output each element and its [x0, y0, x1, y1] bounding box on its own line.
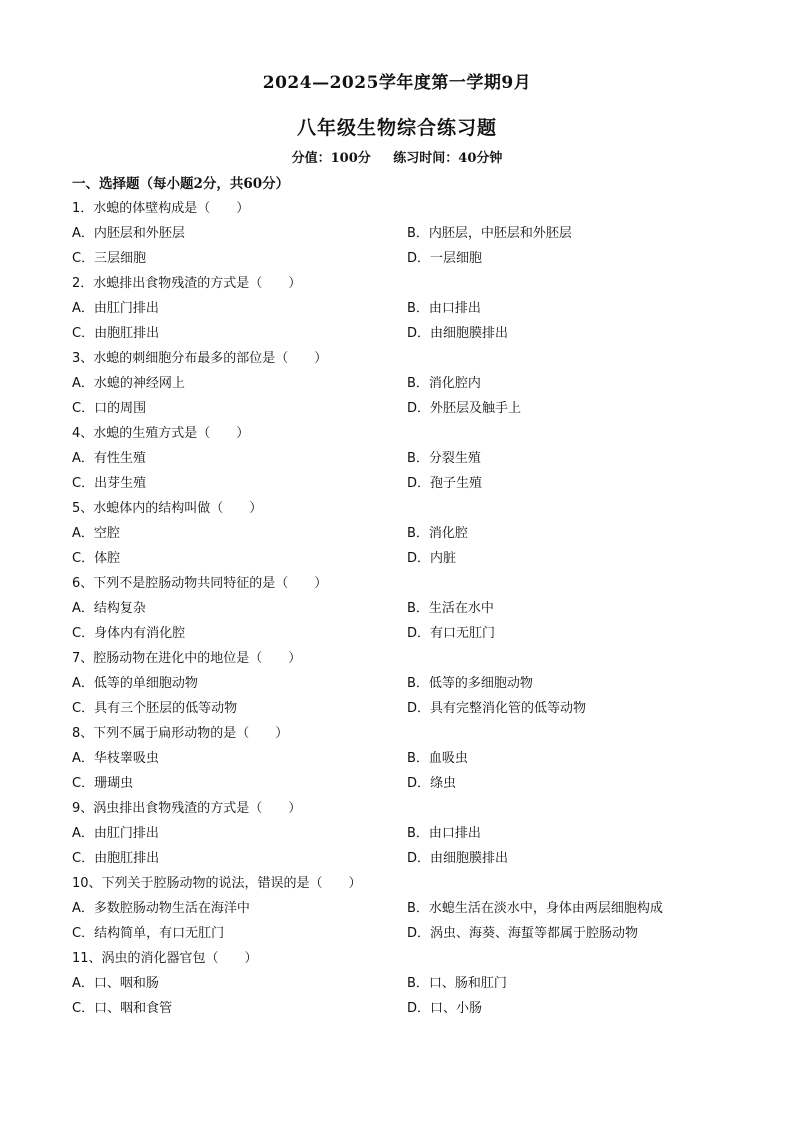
answer-option: A．空腔 [72, 526, 120, 541]
question-item [72, 646, 732, 721]
question-stem: 10、下列关于腔肠动物的说法，错误的是（ ） [72, 876, 362, 891]
answer-option: D．绦虫 [407, 776, 457, 791]
option-row [72, 696, 732, 721]
option-row [72, 896, 732, 921]
answer-option: C．口、咽和食管 [72, 1001, 173, 1016]
option-row [72, 971, 732, 996]
answer-option: B．消化腔 [407, 526, 468, 541]
question-stem: 11、涡虫的消化器官包（ ） [72, 951, 258, 966]
option-row [72, 596, 732, 621]
question-item [72, 571, 732, 646]
answer-option: B．分裂生殖 [407, 451, 481, 466]
question-item [72, 421, 732, 496]
exam-subtitle: 八年级生物综合练习题 [296, 117, 497, 139]
exam-meta [0, 147, 794, 166]
answer-option: A．多数腔肠动物生活在海洋中 [72, 901, 250, 916]
answer-option: B．由口排出 [407, 301, 481, 316]
question-item [72, 871, 732, 946]
answer-option: A．由肛门排出 [72, 301, 159, 316]
question-stem: 2．水螅排出食物残渣的方式是（ ） [72, 276, 302, 291]
answer-option: D．孢子生殖 [407, 476, 483, 491]
answer-option: B．消化腔内 [407, 376, 481, 391]
answer-option: A．低等的单细胞动物 [72, 676, 198, 691]
answer-option: B．水螅生活在淡水中，身体由两层细胞构成 [407, 901, 663, 916]
option-row [72, 221, 732, 246]
question-item [72, 796, 732, 871]
option-row [72, 446, 732, 471]
answer-option: C．口的周围 [72, 401, 147, 416]
option-row [72, 771, 732, 796]
question-item [72, 721, 732, 796]
question-stem: 1．水螅的体壁构成是（ ） [72, 201, 250, 216]
option-row [72, 521, 732, 546]
question-item [72, 346, 732, 421]
answer-option: B．口、肠和肛门 [407, 976, 507, 991]
answer-option: C．具有三个胚层的低等动物 [72, 701, 238, 716]
answer-option: B．血吸虫 [407, 751, 468, 766]
question-stem: 6、下列不是腔肠动物共同特征的是（ ） [72, 576, 328, 591]
question-stem: 7、腔肠动物在进化中的地位是（ ） [72, 651, 302, 666]
option-row [72, 821, 732, 846]
question-stem: 8、下列不属于扁形动物的是（ ） [72, 726, 289, 741]
answer-option: D．具有完整消化管的低等动物 [407, 701, 587, 716]
answer-option: C．由胞肛排出 [72, 326, 160, 341]
answer-option: D．内脏 [407, 551, 457, 566]
option-row [72, 296, 732, 321]
section-heading: 一、选择题（每小题2分，共60分） [72, 176, 290, 192]
question-list [72, 196, 732, 1021]
question-item [72, 196, 732, 271]
option-row [72, 396, 732, 421]
answer-option: A．有性生殖 [72, 451, 146, 466]
answer-option: A．口、咽和肠 [72, 976, 159, 991]
answer-option: A．由肛门排出 [72, 826, 159, 841]
option-row [72, 321, 732, 346]
answer-option: C．身体内有消化腔 [72, 626, 186, 641]
answer-option: D．外胚层及触手上 [407, 401, 522, 416]
time-label: 练习时间：40分钟 [393, 151, 503, 166]
answer-option: A．水螅的神经网上 [72, 376, 185, 391]
question-item [72, 946, 732, 1021]
answer-option: B．低等的多细胞动物 [407, 676, 533, 691]
answer-option: C．结构简单，有口无肛门 [72, 926, 225, 941]
answer-option: B．由口排出 [407, 826, 481, 841]
question-item [72, 271, 732, 346]
option-row [72, 371, 732, 396]
option-row [72, 546, 732, 571]
answer-option: D．一层细胞 [407, 251, 483, 266]
answer-option: D．有口无肛门 [407, 626, 496, 641]
option-row [72, 471, 732, 496]
answer-option: D．口、小肠 [407, 1001, 483, 1016]
option-row [72, 921, 732, 946]
answer-option: A．结构复杂 [72, 601, 146, 616]
answer-option: D．由细胞膜排出 [407, 326, 509, 341]
answer-option: C．三层细胞 [72, 251, 147, 266]
option-row [72, 621, 732, 646]
question-stem: 3、水螅的刺细胞分布最多的部位是（ ） [72, 351, 328, 366]
answer-option: B．内胚层，中胚层和外胚层 [407, 226, 572, 241]
question-stem: 4、水螅的生殖方式是（ ） [72, 426, 250, 441]
question-stem: 9、涡虫排出食物残渣的方式是（ ） [72, 801, 302, 816]
option-row [72, 671, 732, 696]
answer-option: C．由胞肛排出 [72, 851, 160, 866]
score-label: 分值：100分 [291, 151, 371, 166]
answer-option: D．由细胞膜排出 [407, 851, 509, 866]
answer-option: A．内胚层和外胚层 [72, 226, 185, 241]
answer-option: A．华枝睾吸虫 [72, 751, 159, 766]
option-row [72, 746, 732, 771]
option-row [72, 246, 732, 271]
option-row [72, 996, 732, 1021]
answer-option: D．涡虫、海葵、海蜇等都属于腔肠动物 [407, 926, 639, 941]
question-stem: 5、水螅体内的结构叫做（ ） [72, 501, 263, 516]
question-item [72, 496, 732, 571]
exam-title: 2024—2025学年度第一学期9月 [262, 73, 532, 93]
answer-option: B．生活在水中 [407, 601, 494, 616]
option-row [72, 846, 732, 871]
answer-option: C．珊瑚虫 [72, 776, 134, 791]
answer-option: C．出芽生殖 [72, 476, 147, 491]
answer-option: C．体腔 [72, 551, 121, 566]
